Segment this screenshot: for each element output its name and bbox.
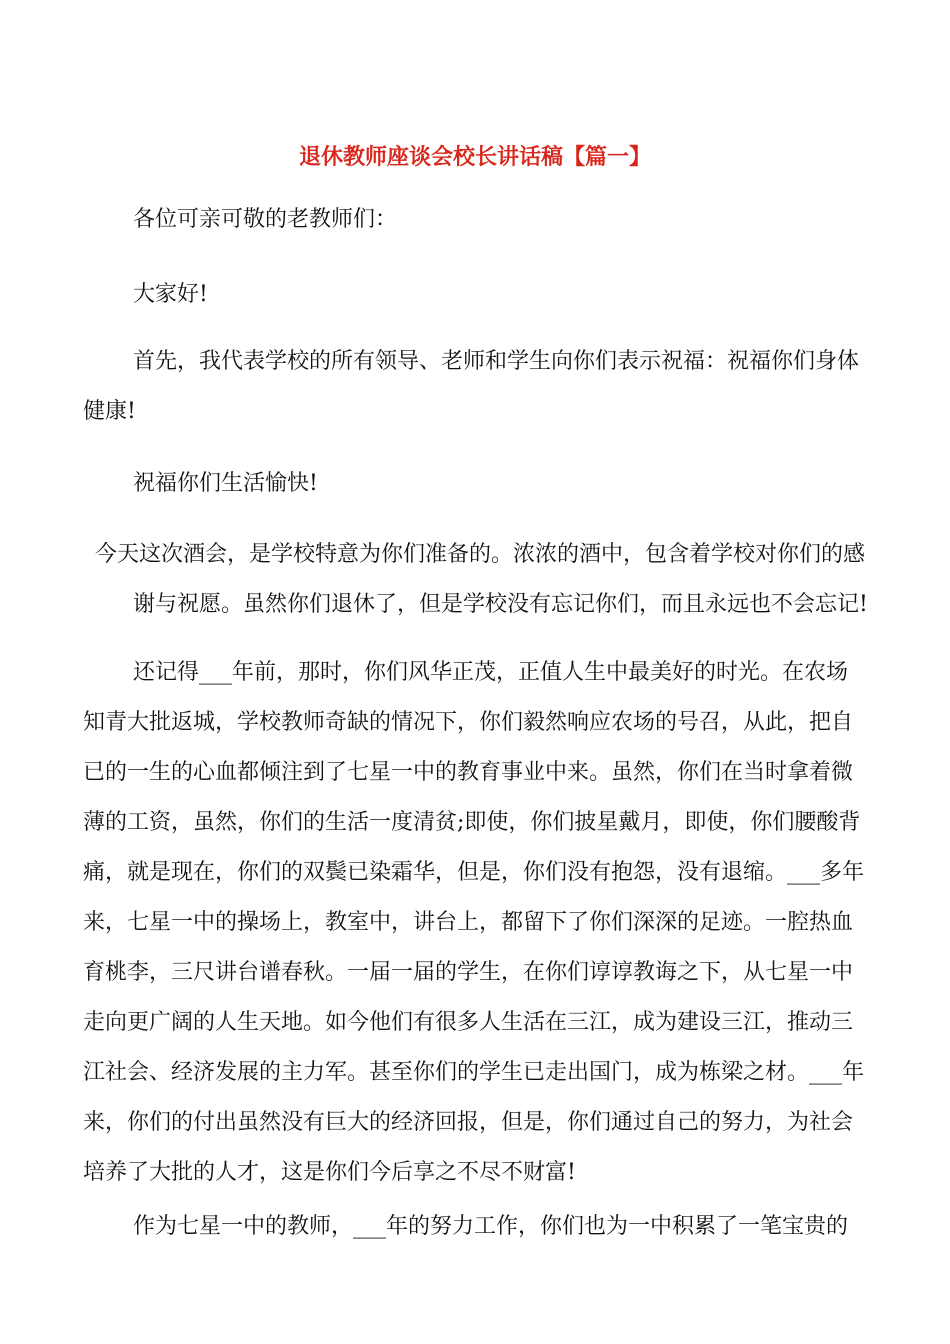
paragraph-line: 来，你们的付出虽然没有巨大的经济回报，但是，你们通过自己的努力，为社会 — [83, 1110, 854, 1135]
paragraph-line: 走向更广阔的人生天地。如今他们有很多人生活在三江，成为建设三江，推动三 — [83, 1010, 854, 1035]
paragraph-line: 痛，就是现在，你们的双鬓已染霜华，但是，你们没有抱怨，没有退缩。___多年 — [83, 860, 865, 885]
paragraph-line: 来，七星一中的操场上，教室中，讲台上，都留下了你们深深的足迹。一腔热血 — [83, 910, 854, 935]
paragraph-line: 谢与祝愿。虽然你们退休了，但是学校没有忘记你们，而且永远也不会忘记! — [133, 592, 868, 617]
paragraph-line: 首先，我代表学校的所有领导、老师和学生向你们表示祝福：祝福你们身体 — [133, 349, 860, 374]
paragraph-line: 育桃李，三尺讲台谱春秋。一届一届的学生，在你们谆谆教诲之下，从七星一中 — [83, 960, 854, 985]
paragraph-line: 还记得___年前，那时，你们风华正茂，正值人生中最美好的时光。在农场 — [133, 660, 849, 685]
salutation-line: 各位可亲可敬的老教师们： — [133, 207, 398, 232]
paragraph-line: 江社会、经济发展的主力军。甚至你们的学生已走出国门，成为栋梁之材。___年 — [83, 1060, 865, 1085]
paragraph-line: 今天这次酒会，是学校特意为你们准备的。浓浓的酒中，包含着学校对你们的感 — [95, 542, 866, 567]
paragraph-line: 已的一生的心血都倾注到了七星一中的教育事业中来。虽然，你们在当时拿着微 — [83, 760, 854, 785]
paragraph-line: 培养了大批的人才，这是你们今后享之不尽不财富! — [83, 1160, 576, 1185]
paragraph-line: 祝福你们生活愉快! — [133, 471, 318, 496]
paragraph-line: 作为七星一中的教师，___年的努力工作，你们也为一中积累了一笔宝贵的 — [133, 1214, 849, 1239]
document-title: 退休教师座谈会校长讲话稿【篇一】 — [298, 144, 651, 170]
greeting-line: 大家好! — [133, 282, 208, 307]
paragraph-line: 知青大批返城，学校教师奇缺的情况下，你们毅然响应农场的号召，从此，把自 — [83, 710, 854, 735]
paragraph-line: 健康! — [83, 399, 136, 424]
paragraph-line: 薄的工资，虽然，你们的生活一度清贫;即使，你们披星戴月，即使，你们腰酸背 — [83, 810, 861, 835]
